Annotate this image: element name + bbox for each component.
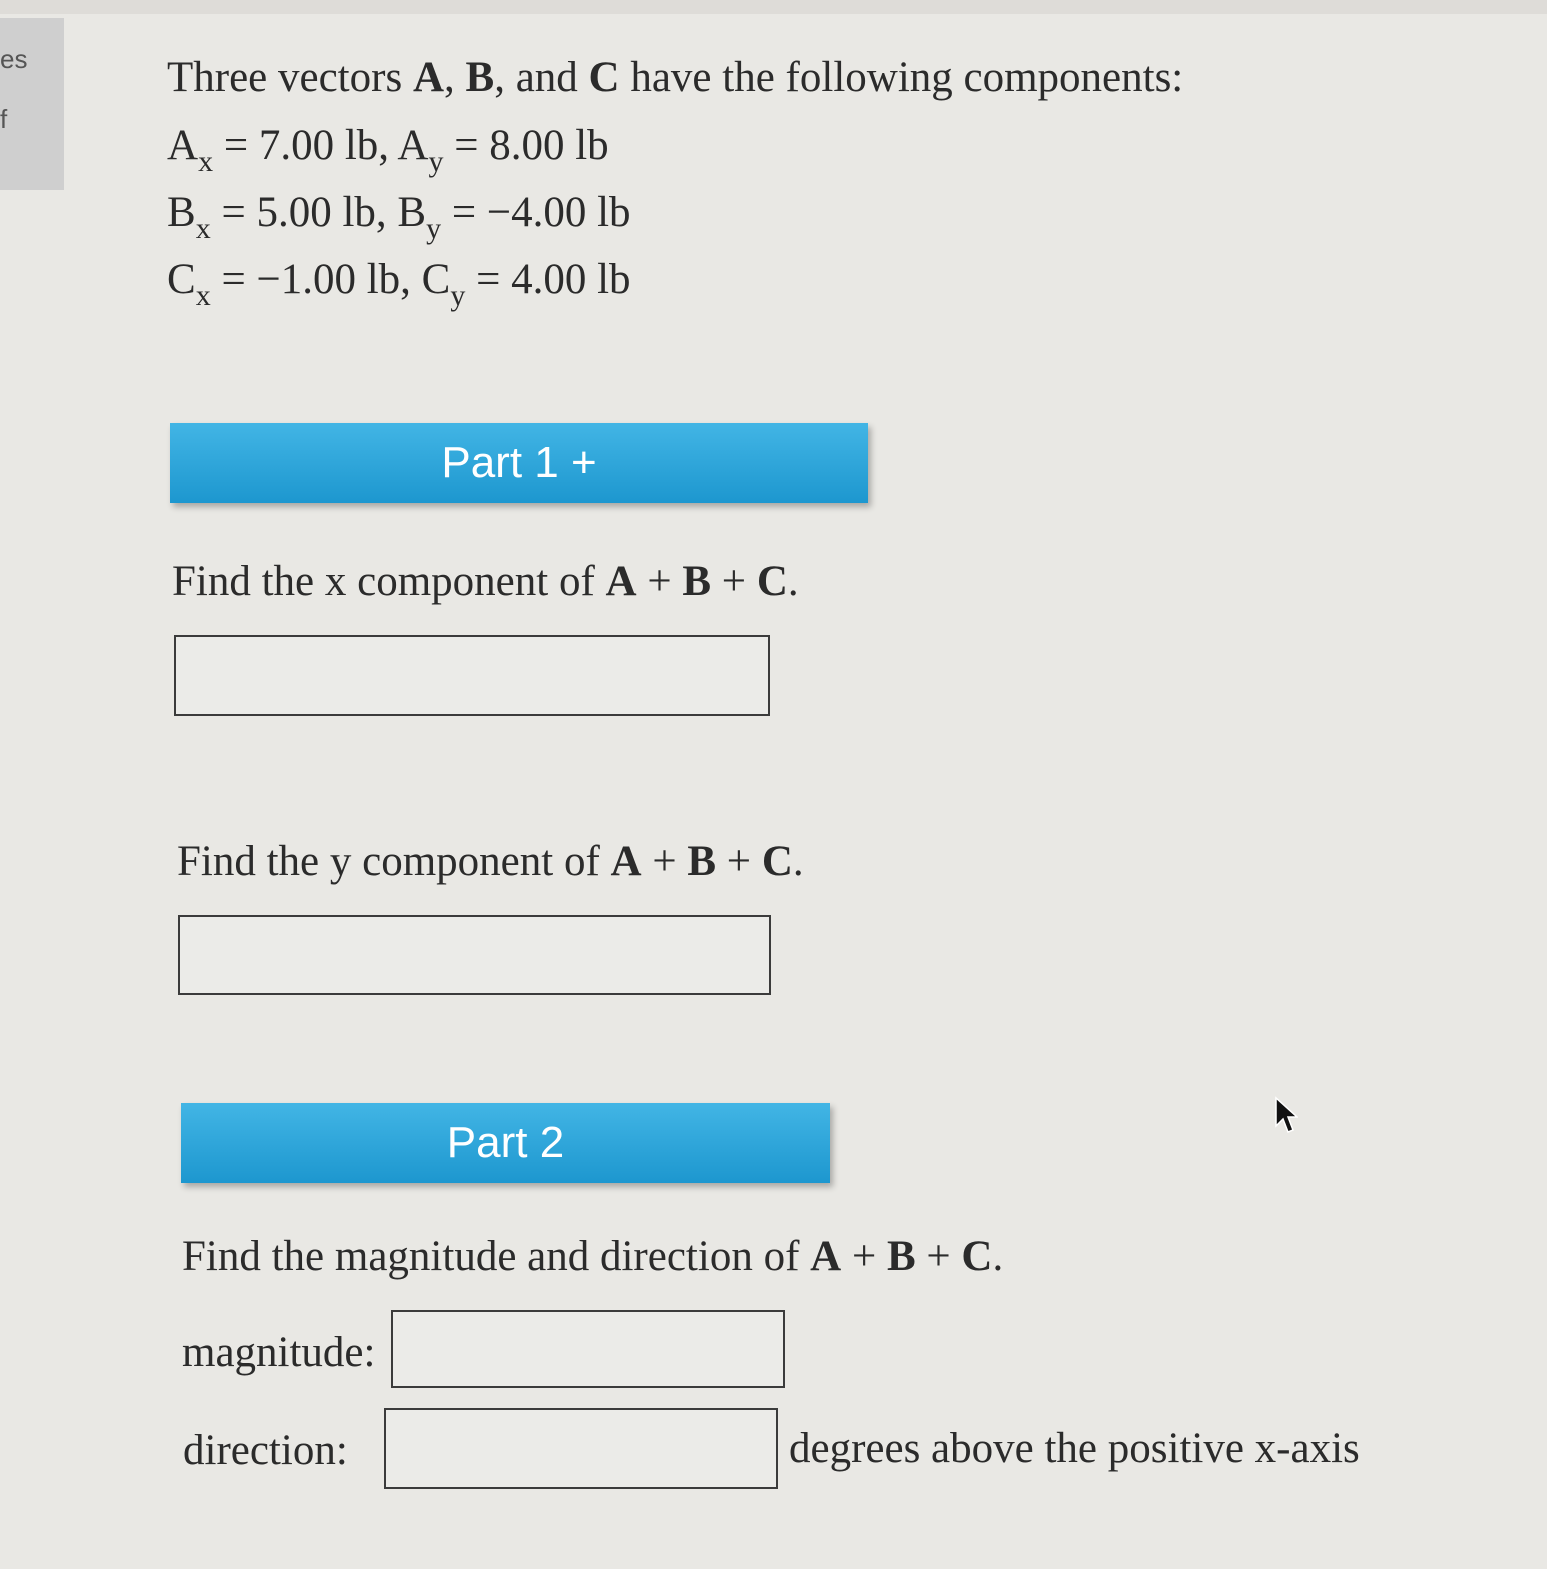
direction-unit-label: degrees above the positive x-axis — [789, 1425, 1360, 1472]
sidebar-tab-text: es — [0, 44, 28, 74]
y-component-input[interactable] — [178, 915, 771, 995]
question-magnitude-direction: Find the magnitude and direction of A + B + C. — [182, 1233, 1004, 1280]
part-2-header[interactable]: Part 2 — [181, 1103, 830, 1183]
problem-intro: Three vectors A, B, and C have the following components: — [167, 54, 1184, 101]
magnitude-input[interactable] — [391, 1310, 785, 1388]
vector-b-components: $B_x = 5.00$ lb, $B_y = -4.00$ lb — [167, 189, 631, 245]
top-band — [0, 0, 1547, 14]
vector-c-components: $C_x = -1.00$ lb, $C_y = 4.00$ lb — [167, 256, 631, 312]
x-component-input[interactable] — [174, 635, 770, 716]
mouse-pointer-icon — [1274, 1096, 1298, 1136]
sidebar-tab[interactable] — [0, 18, 64, 190]
direction-input[interactable] — [384, 1408, 778, 1489]
sidebar-tab-text-2: f — [0, 104, 8, 134]
question-y-component: Find the y component of A + B + C. — [177, 838, 804, 885]
direction-label: direction: — [183, 1427, 348, 1474]
question-x-component: Find the x component of A + B + C. — [172, 558, 799, 605]
magnitude-label: magnitude: — [182, 1329, 376, 1376]
vector-a-components: $A_x = 7.00$ lb, $A_y = 8.00$ lb — [167, 122, 609, 178]
part-1-header[interactable]: Part 1 + — [170, 423, 868, 503]
